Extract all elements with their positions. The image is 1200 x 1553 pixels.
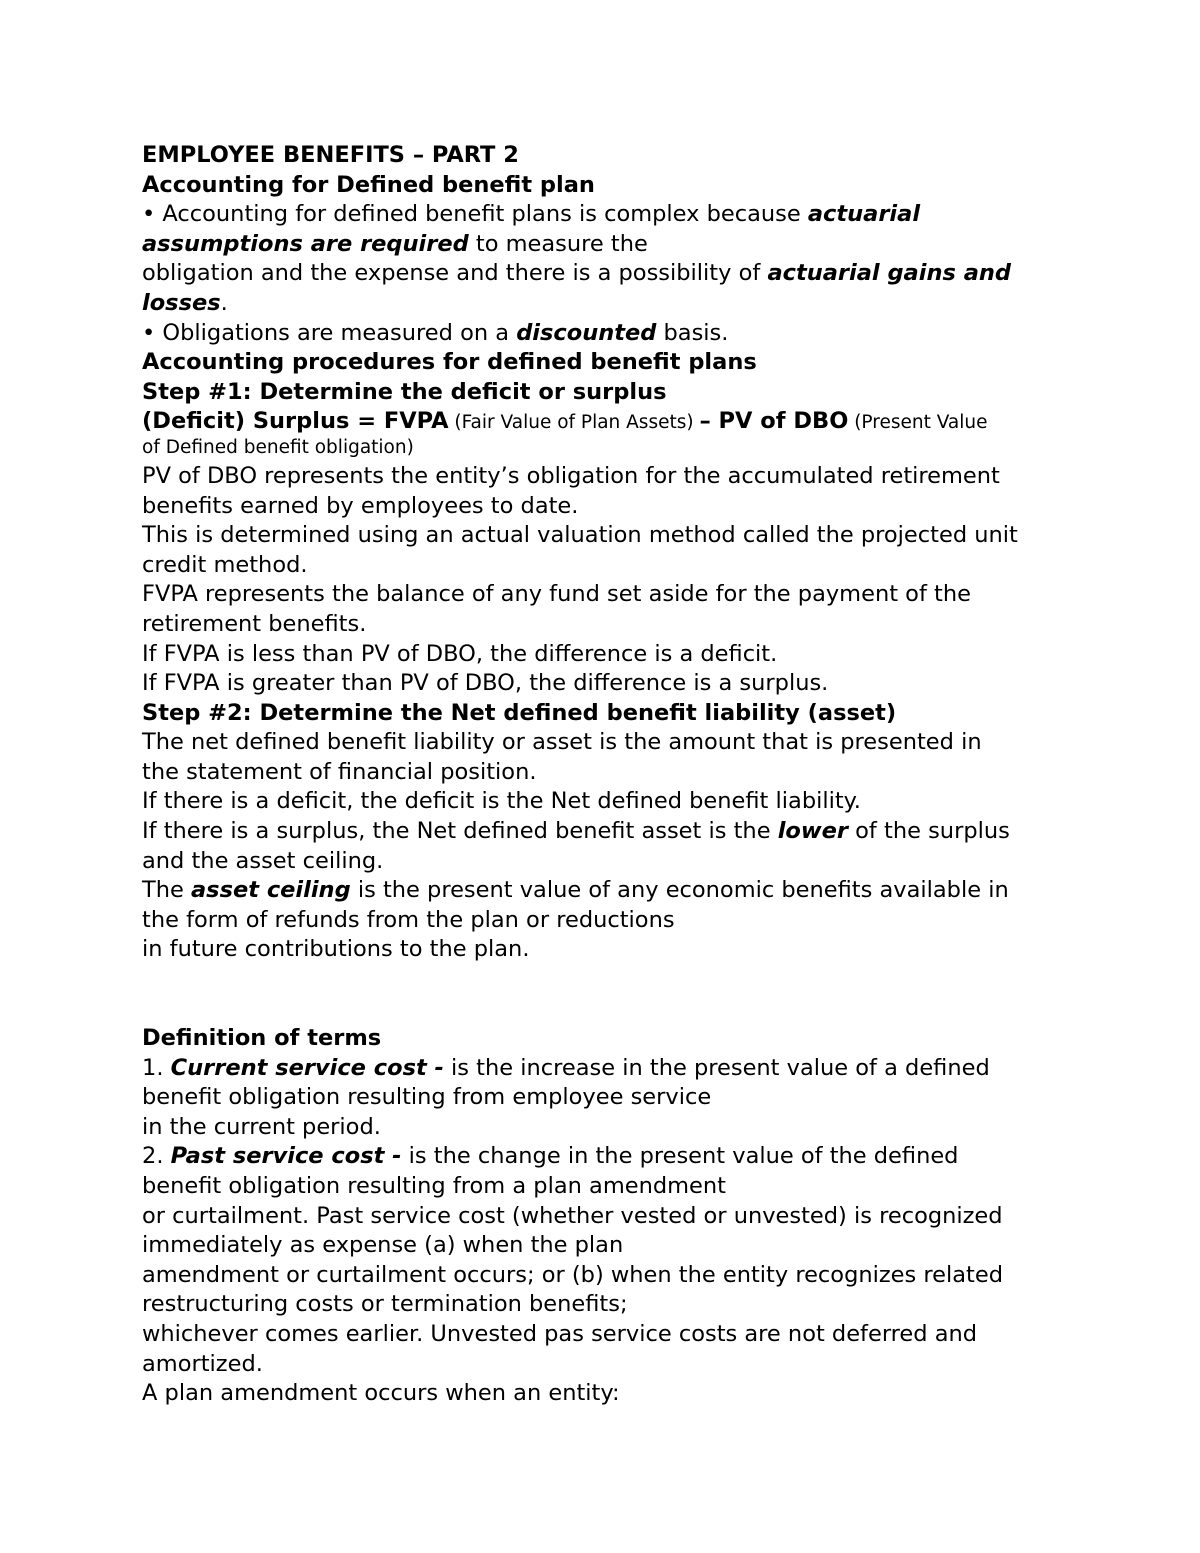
- step2-para-4: [142, 817, 1082, 847]
- text-run: basis.: [656, 319, 729, 346]
- term-2-line-1: [142, 1142, 1082, 1172]
- step1-para-6: retirement benefits.: [142, 610, 367, 637]
- text-run: • Obligations are measured on a: [142, 319, 517, 346]
- emphasis-asset-ceiling: asset ceiling: [191, 877, 351, 904]
- text-run: obligation and the expense and there is a possibility of: [142, 260, 768, 287]
- text-run: .: [220, 289, 228, 316]
- term-2-line-3: or curtailment. Past service cost (whether vested or unvested) is recognized: [142, 1202, 1003, 1229]
- intro-line-1: [142, 200, 1082, 230]
- text-run: of the surplus: [848, 818, 1010, 845]
- term-1-line-3: in the current period.: [142, 1113, 381, 1140]
- term-2-line-5: amendment or curtailment occurs; or (b) when the entity recognizes related: [142, 1261, 1003, 1288]
- emphasis-actuarial: actuarial: [807, 201, 921, 228]
- list-number: 2.: [142, 1143, 171, 1170]
- step2-para-6: [142, 876, 1082, 906]
- blank-gap: [142, 965, 1082, 1024]
- term-2-line-7: whichever comes earlier. Unvested pas service costs are not deferred and: [142, 1320, 978, 1347]
- term-past-service-cost: Past service cost -: [170, 1143, 402, 1170]
- formula-surplus: (Deficit) Surplus = FVPA: [142, 408, 449, 435]
- formula-pv-dbo: – PV of DBO: [699, 408, 849, 435]
- intro-line-2: [142, 230, 1082, 260]
- intro-line-3: [142, 259, 1082, 289]
- term-1-line-2: benefit obligation resulting from employee service: [142, 1084, 712, 1111]
- section-heading-terms: Definition of terms: [142, 1025, 382, 1052]
- document-page: [142, 141, 1082, 1409]
- term-2-line-2: benefit obligation resulting from a plan amendment: [142, 1173, 726, 1199]
- text-run: • Accounting for defined benefit plans is complex because: [142, 201, 808, 228]
- text-run: The: [142, 877, 191, 904]
- step2-para-7: the form of refunds from the plan or reductions: [142, 906, 675, 933]
- emphasis-lower: lower: [777, 818, 849, 845]
- emphasis-actuarial-gains: actuarial gains and: [767, 260, 1012, 287]
- term-2-line-8: amortized.: [142, 1350, 263, 1377]
- intro-line-5: [142, 319, 1082, 349]
- step1-para-2: benefits earned by employees to date.: [142, 492, 579, 519]
- emphasis-discounted: discounted: [516, 319, 657, 346]
- text-run: is the change in the present value of the defined: [401, 1143, 959, 1170]
- formula-fvpa-note: (Fair Value of Plan Assets): [448, 412, 700, 434]
- step1-formula-cont: of Defined benefit obligation): [142, 436, 414, 458]
- step1-para-4: credit method.: [142, 551, 308, 578]
- section-heading-defined-benefit: Accounting for Defined benefit plan: [142, 171, 595, 198]
- emphasis-assumptions: assumptions are required: [142, 230, 469, 257]
- step2-para-1: The net defined benefit liability or asset is the amount that is presented in: [142, 729, 982, 756]
- step2-heading: Step #2: Determine the Net defined benefit liability (asset): [142, 699, 897, 726]
- text-run: If there is a surplus, the Net defined benefit asset is the: [142, 818, 778, 845]
- section-heading-procedures: Accounting procedures for defined benefit plans: [142, 349, 757, 376]
- step1-formula: [142, 407, 1082, 438]
- list-number: 1.: [142, 1054, 171, 1081]
- step1-para-3: This is determined using an actual valuation method called the projected unit: [142, 522, 1018, 549]
- step1-para-7: If FVPA is less than PV of DBO, the difference is a deficit.: [142, 640, 778, 667]
- step1-para-8: If FVPA is greater than PV of DBO, the difference is a surplus.: [142, 670, 829, 697]
- formula-pv-note: (Present Value: [848, 412, 988, 434]
- step1-para-5: FVPA represents the balance of any fund set aside for the payment of the: [142, 581, 971, 608]
- step1-para-1: PV of DBO represents the entity’s obligation for the accumulated retirement: [142, 462, 1000, 489]
- term-2-line-4: immediately as expense (a) when the plan: [142, 1232, 624, 1259]
- term-1-line-1: [142, 1054, 1082, 1084]
- step2-para-8: in future contributions to the plan.: [142, 936, 530, 963]
- step2-para-2: the statement of financial position.: [142, 758, 537, 785]
- text-run: to measure the: [468, 230, 648, 257]
- term-2-line-6: restructuring costs or termination benefits;: [142, 1291, 628, 1318]
- intro-line-4: [142, 289, 1082, 319]
- document-title: EMPLOYEE BENEFITS – PART 2: [142, 142, 519, 168]
- step2-para-5: and the asset ceiling.: [142, 847, 384, 874]
- term-current-service-cost: Current service cost -: [170, 1054, 444, 1081]
- text-run: is the present value of any economic benefits available in: [350, 877, 1009, 904]
- step2-para-3: If there is a deficit, the deficit is the Net defined benefit liability.: [142, 788, 861, 815]
- emphasis-losses: losses: [142, 289, 221, 316]
- term-2-line-9: A plan amendment occurs when an entity:: [142, 1380, 620, 1407]
- text-run: is the increase in the present value of a defined: [443, 1054, 990, 1081]
- step1-heading: Step #1: Determine the deficit or surplus: [142, 378, 667, 405]
